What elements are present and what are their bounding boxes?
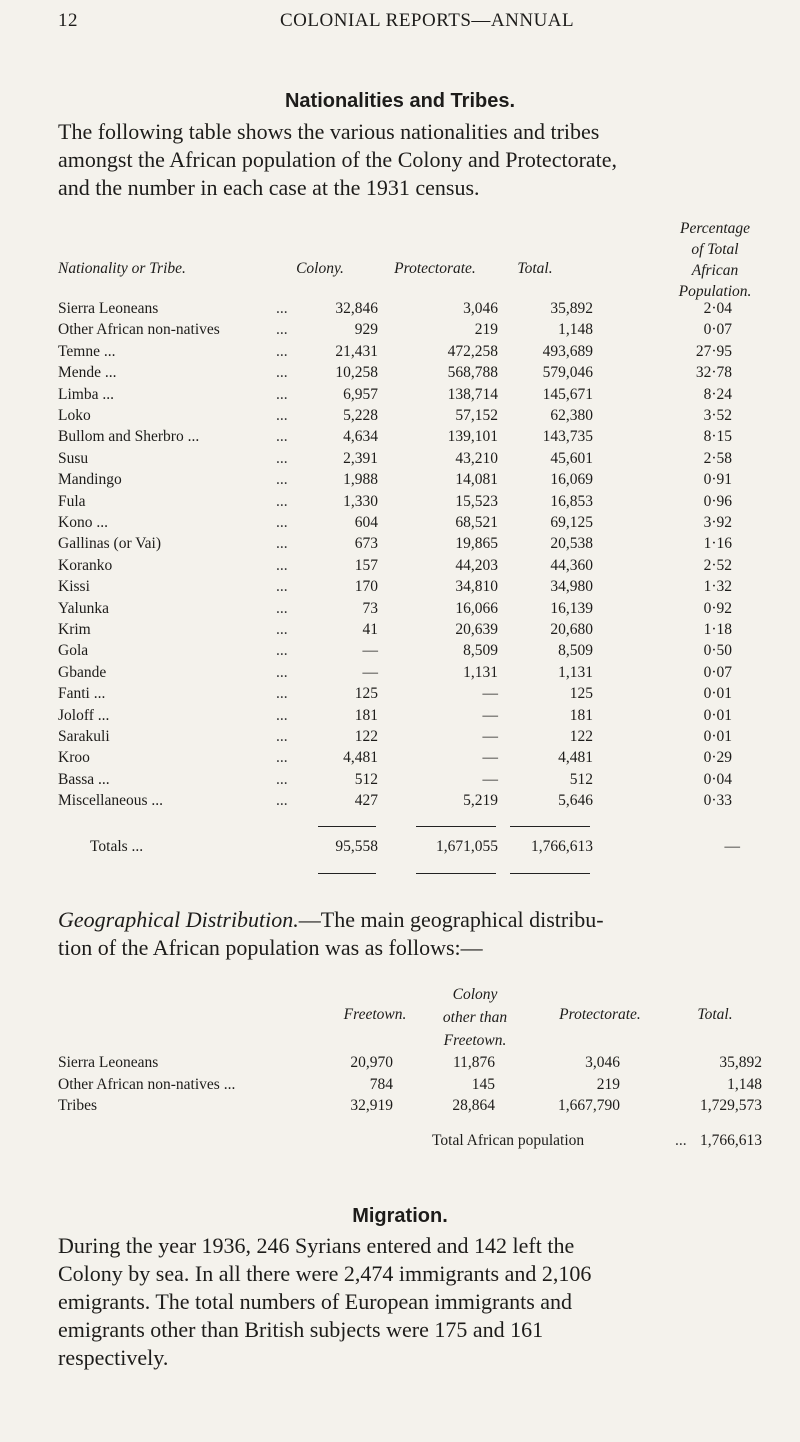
t2-row-protectorate: 219 [596, 1075, 620, 1093]
col-header-total: Total. [517, 260, 553, 277]
row-pct: 2·04 [703, 300, 732, 317]
row-protectorate: — [482, 749, 498, 767]
row-name: Fula [58, 492, 86, 510]
t2-header-protectorate: Protectorate. [559, 1006, 641, 1023]
row-total: 45,601 [550, 449, 593, 467]
dot-leader: ... [276, 556, 288, 574]
dot-leader: ... [276, 792, 288, 810]
intro-paragraph [58, 118, 758, 202]
row-colony: 181 [354, 706, 378, 724]
row-name: Miscellaneous ... [58, 792, 164, 810]
row-total: 35,892 [550, 300, 593, 317]
row-total: 1,131 [558, 663, 593, 681]
row-total: 16,853 [550, 492, 593, 510]
row-protectorate: 3,046 [463, 300, 498, 317]
dot-leader: ... [276, 471, 288, 489]
t2-row-total: 1,729,573 [700, 1097, 762, 1114]
row-total: 20,538 [550, 535, 593, 553]
geo-line-1-text: —The main geographical distribu- [298, 907, 604, 932]
row-pct: 0·07 [703, 663, 732, 681]
row-total: 122 [569, 728, 593, 745]
row-pct: 0·01 [703, 728, 732, 745]
dot-leader: ... [276, 449, 288, 467]
geo-line-1 [58, 906, 758, 934]
row-pct: 2·52 [703, 556, 732, 574]
row-name: Kroo [58, 749, 90, 767]
t2-row-total: 35,892 [719, 1054, 762, 1071]
row-colony: 73 [362, 599, 378, 617]
dot-leader: ... [276, 535, 288, 553]
row-protectorate: 568,788 [447, 364, 498, 382]
dot-leader: ... [276, 770, 288, 788]
row-name: Kono ... [58, 514, 108, 531]
row-protectorate: 44,203 [455, 556, 498, 574]
row-total: 145,671 [542, 385, 593, 403]
row-name: Gallinas (or Vai) [58, 535, 162, 553]
t2-header-colony-other-l3: Freetown. [443, 1032, 507, 1049]
nationalities-heading: Nationalities and Tribes. [284, 90, 516, 112]
dot-leader: ... [276, 578, 288, 596]
t2-row-freetown: 20,970 [350, 1054, 393, 1071]
dot-leader: ... [276, 663, 288, 681]
row-colony: 32,846 [335, 300, 378, 317]
row-total: 493,689 [542, 342, 593, 360]
row-colony: 1,330 [343, 492, 378, 510]
t2-header-freetown: Freetown. [343, 1006, 407, 1023]
row-pct: 3·92 [703, 514, 732, 531]
t2-row-colony-other: 11,876 [452, 1054, 495, 1071]
row-protectorate: — [482, 770, 498, 788]
row-protectorate: 16,066 [455, 599, 498, 617]
row-colony: 122 [354, 728, 378, 745]
row-colony: 604 [354, 514, 378, 531]
row-colony: 2,391 [343, 449, 378, 467]
row-protectorate: 139,101 [447, 428, 498, 446]
row-total: 181 [569, 706, 593, 724]
col-header-nationality: Nationality or Tribe. [58, 260, 186, 277]
row-total: 20,680 [550, 621, 593, 638]
dot-leader: ... [276, 385, 288, 403]
row-colony: 427 [354, 792, 378, 810]
row-pct: 0·96 [703, 492, 732, 510]
row-pct: 0·29 [703, 749, 732, 767]
dot-leader: ... [276, 514, 288, 531]
running-head: COLONIAL REPORTS—ANNUAL [280, 10, 575, 31]
row-total: 69,125 [550, 514, 593, 531]
row-name: Kissi [58, 578, 90, 596]
migration-paragraph [58, 1232, 758, 1372]
row-name: Other African non-natives [58, 321, 220, 339]
row-total: 34,980 [550, 578, 593, 596]
col-header-percentage [640, 218, 790, 302]
row-total: 16,139 [550, 599, 593, 617]
t2-row-total: 1,148 [727, 1075, 762, 1093]
row-total: 4,481 [558, 749, 593, 767]
total-total-rule [510, 873, 590, 874]
totals-colony: 95,558 [335, 838, 378, 855]
t2-row-name: Sierra Leoneans [58, 1054, 159, 1071]
row-name: Sierra Leoneans [58, 300, 159, 317]
dot-leader: ... [276, 599, 288, 617]
row-total: 44,360 [550, 556, 593, 574]
row-colony: — [362, 642, 378, 660]
t2-row-name: Tribes [58, 1097, 98, 1114]
totals-pct: — [724, 838, 740, 855]
row-pct: 0·04 [703, 770, 732, 788]
grand-total-value: 1,766,613 [700, 1132, 762, 1149]
row-protectorate: 34,810 [455, 578, 498, 596]
colony-total-rule [318, 873, 376, 874]
row-total: 62,380 [550, 407, 593, 424]
row-pct: 2·58 [703, 449, 732, 467]
total-sum-rule [510, 826, 590, 827]
row-total: 1,148 [558, 321, 593, 339]
row-colony: 1,988 [343, 471, 378, 489]
row-name: Mandingo [58, 471, 122, 489]
t2-header-total: Total. [697, 1006, 733, 1023]
row-protectorate: 68,521 [455, 514, 498, 531]
row-protectorate: — [482, 728, 498, 745]
t2-row-protectorate: 3,046 [585, 1054, 620, 1071]
migration-line-3: emigrants. The total numbers of European immigrants and [58, 1289, 573, 1314]
row-total: 8,509 [558, 642, 593, 660]
row-name: Temne ... [58, 342, 116, 360]
row-total: 5,646 [558, 792, 593, 810]
dot-leader: ... [276, 685, 288, 703]
dot-leader: ... [276, 342, 288, 360]
row-colony: 10,258 [335, 364, 378, 382]
protectorate-sum-rule [416, 826, 496, 827]
row-protectorate: 8,509 [463, 642, 498, 660]
row-protectorate: 57,152 [455, 407, 498, 424]
row-name: Fanti ... [58, 685, 106, 703]
t2-row-freetown: 784 [369, 1075, 393, 1093]
row-pct: 8·24 [703, 385, 732, 403]
row-pct: 0·07 [703, 321, 732, 339]
row-total: 512 [569, 770, 593, 788]
col-header-percentage-l3: African [691, 262, 739, 279]
row-pct: 1·16 [703, 535, 732, 553]
totals-total: 1,766,613 [531, 838, 593, 855]
row-colony: 21,431 [335, 342, 378, 360]
row-colony: 157 [354, 556, 378, 574]
dot-leader: ... [276, 749, 288, 767]
grand-total-leader: ... [675, 1132, 687, 1149]
row-pct: 3·52 [703, 407, 732, 424]
row-name: Gola [58, 642, 89, 660]
intro-line-3: and the number in each case at the 1931 census. [58, 175, 480, 200]
intro-line-2: amongst the African population of the Colony and Protectorate, [58, 147, 618, 172]
row-pct: 0·33 [703, 792, 732, 810]
page-number: 12 [58, 10, 78, 31]
row-colony: 125 [354, 685, 378, 703]
row-name: Loko [58, 407, 91, 424]
row-protectorate: 43,210 [455, 449, 498, 467]
row-total: 125 [569, 685, 593, 703]
t2-row-protectorate: 1,667,790 [558, 1097, 620, 1114]
row-protectorate: — [482, 706, 498, 724]
row-protectorate: 1,131 [463, 663, 498, 681]
col-header-percentage-l1: Percentage [680, 220, 750, 237]
colony-sum-rule [318, 826, 376, 827]
migration-line-4: emigrants other than British subjects were 175 and 161 [58, 1317, 544, 1342]
grand-total-label: Total African population [432, 1132, 585, 1149]
dot-leader: ... [276, 728, 288, 745]
migration-line-2: Colony by sea. In all there were 2,474 immigrants and 2,106 [58, 1261, 592, 1286]
geo-paragraph [58, 906, 758, 962]
migration-heading: Migration. [352, 1205, 448, 1227]
row-protectorate: 138,714 [447, 385, 498, 403]
row-name: Sarakuli [58, 728, 110, 745]
row-pct: 0·01 [703, 685, 732, 703]
t2-header-colony-other-l1: Colony [452, 986, 498, 1003]
row-colony: 512 [354, 770, 378, 788]
row-pct: 0·92 [703, 599, 732, 617]
row-protectorate: 15,523 [455, 492, 498, 510]
row-pct: 0·91 [703, 471, 732, 489]
dot-leader: ... [276, 428, 288, 446]
row-protectorate: 20,639 [455, 621, 498, 638]
dot-leader: ... [276, 300, 288, 317]
geo-line-2: tion of the African population was as follows:— [58, 935, 483, 960]
migration-line-1: During the year 1936, 246 Syrians entered and 142 left the [58, 1233, 575, 1258]
col-header-colony: Colony. [296, 260, 344, 277]
t2-row-name: Other African non-natives ... [58, 1075, 236, 1093]
t2-header-colony-other [420, 983, 530, 1052]
row-pct: 27·95 [695, 342, 732, 360]
t2-row-colony-other: 145 [471, 1075, 495, 1093]
dot-leader: ... [276, 364, 288, 382]
migration-line-5: respectively. [58, 1345, 169, 1370]
row-protectorate: 14,081 [455, 471, 498, 489]
totals-label: Totals ... [90, 838, 144, 855]
row-total: 16,069 [550, 471, 593, 489]
row-colony: 929 [354, 321, 378, 339]
row-pct: 32·78 [695, 364, 732, 382]
row-protectorate: 219 [474, 321, 498, 339]
dot-leader: ... [276, 407, 288, 424]
row-colony: 4,481 [343, 749, 378, 767]
row-protectorate: 19,865 [455, 535, 498, 553]
row-pct: 0·01 [703, 706, 732, 724]
row-name: Bassa ... [58, 770, 110, 788]
dot-leader: ... [276, 706, 288, 724]
row-name: Koranko [58, 556, 113, 574]
intro-line-1: The following table shows the various nationalities and tribes [58, 119, 600, 144]
row-name: Limba ... [58, 385, 114, 403]
t2-header-colony-other-l2: other than [442, 1009, 508, 1026]
row-colony: 6,957 [343, 385, 378, 403]
row-name: Krim [58, 621, 91, 638]
row-protectorate: 472,258 [447, 342, 498, 360]
t2-row-freetown: 32,919 [350, 1097, 393, 1114]
row-pct: 1·32 [703, 578, 732, 596]
row-name: Bullom and Sherbro ... [58, 428, 200, 446]
row-name: Gbande [58, 663, 107, 681]
row-colony: — [362, 663, 378, 681]
col-header-percentage-l2: of Total [691, 241, 739, 258]
dot-leader: ... [276, 492, 288, 510]
row-protectorate: — [482, 685, 498, 703]
row-pct: 8·15 [703, 428, 732, 446]
dot-leader: ... [276, 642, 288, 660]
protectorate-total-rule [416, 873, 496, 874]
dot-leader: ... [276, 321, 288, 339]
row-pct: 1·18 [703, 621, 732, 638]
row-pct: 0·50 [703, 642, 732, 660]
row-total: 579,046 [542, 364, 593, 382]
geo-title: Geographical Distribution. [58, 907, 299, 932]
row-colony: 170 [354, 578, 378, 596]
row-colony: 5,228 [343, 407, 378, 424]
row-total: 143,735 [542, 428, 593, 446]
row-colony: 41 [362, 621, 378, 638]
dot-leader: ... [276, 621, 288, 638]
row-colony: 4,634 [343, 428, 378, 446]
row-name: Joloff ... [58, 706, 110, 724]
t2-row-colony-other: 28,864 [452, 1097, 495, 1114]
col-header-protectorate: Protectorate. [394, 260, 476, 277]
col-header-percentage-l4: Population. [678, 283, 752, 300]
row-colony: 673 [354, 535, 378, 553]
row-name: Yalunka [58, 599, 109, 617]
totals-protectorate: 1,671,055 [436, 838, 498, 855]
row-name: Mende ... [58, 364, 117, 382]
row-name: Susu [58, 449, 89, 467]
row-protectorate: 5,219 [463, 792, 498, 810]
